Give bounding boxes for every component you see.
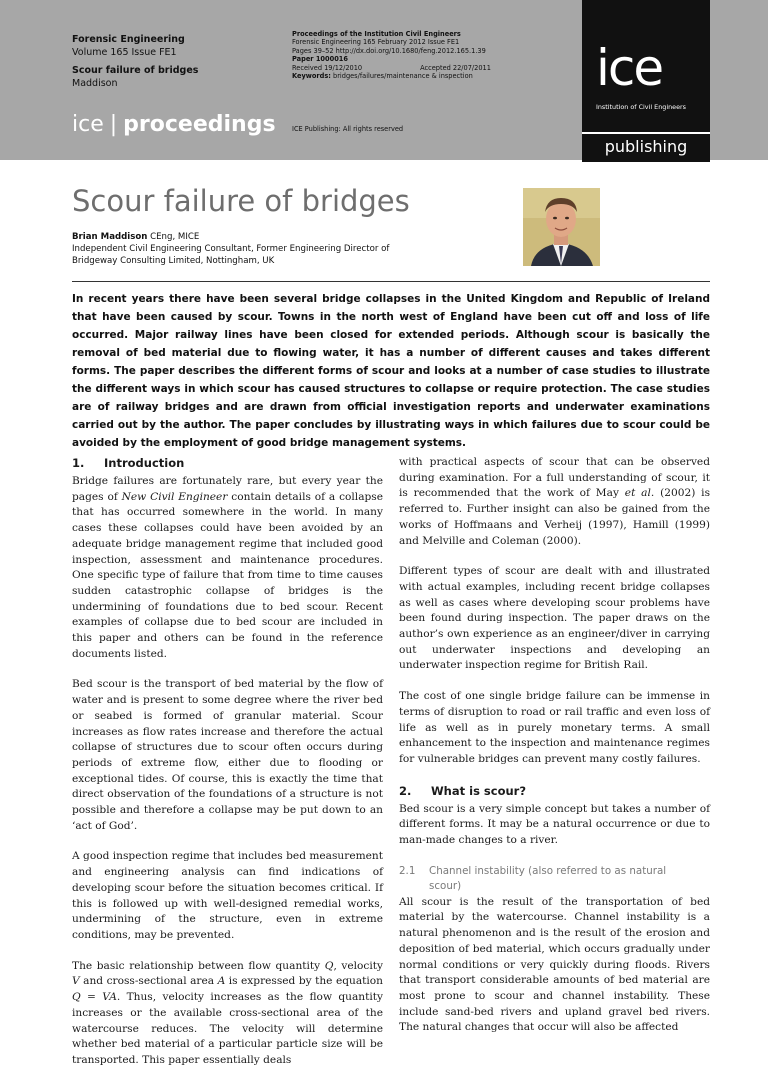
meta-issue: Forensic Engineering 165 February 2012 Issue FE1	[292, 38, 460, 47]
text-run: Bridge failures are fortunately rare, but every year the pages of	[72, 475, 383, 503]
brand-proceedings: proceedings	[123, 112, 276, 137]
paper-title: Scour failure of bridges	[72, 184, 410, 218]
paragraph: Bed scour is the transport of bed material by the flow of water and is present to some degree where the river bed or seabed is formed of granular material. Scour increases as flow rates increase and therefore the actual collapse of structures due to scour often occurs during periods of extreme flow, either due to flooding or exceptional tides. Of course, this is exactly the time that direct observation of the foundations of a structure is not possible and therefore a collapse may be put down to an ‘act of God’.	[72, 678, 383, 832]
running-author: Maddison	[72, 77, 118, 89]
body-column-left	[72, 455, 383, 1084]
text-run: contain details of a collapse that has occurred somewhere in the world. In many cases these collapses could have been avoided by an adequate bridge management regime that included good inspection, assessment and maintenance procedures. One specific type of failure that from time to time causes sudden catastrophic collapse of bridges is the undermining of foundations due to bed scour. Recent examples of collapse due to bed scour are included in this paper and others can be found in the reference documents listed.	[72, 490, 383, 660]
author-portrait-image	[523, 188, 600, 266]
journal-volume: Volume 165 Issue FE1	[72, 46, 177, 58]
keywords-value: bridges/failures/maintenance & inspection	[333, 72, 473, 81]
paragraph: A good inspection regime that includes bed measurement and engineering analysis can find indications of developing scour before the situation becomes critical. If this is followed up with well-designed remedial works, undermining of the structure, even in extreme conditions, may be prevented.	[72, 850, 383, 941]
meta-accepted: Accepted 22/07/2011	[420, 63, 491, 72]
logo-mark: ice	[596, 39, 663, 97]
section-heading-what-is-scour	[399, 783, 710, 799]
paper-metadata	[292, 30, 491, 133]
paragraph	[399, 455, 710, 549]
paragraph: All scour is the result of the transportation of bed material by the watercourse. Channel instability is a natural phenomenon and is the result of the erosion and deposition of bed material, which occurs gradually under normal conditions or very quickly during floods. Rivers that transport considerable amounts of bed material are most prone to scour and channel instability. These include sand-bed rivers and upland gravel bed rivers. The natural changes that occur will also be affected	[399, 895, 710, 1034]
meta-journal: Proceedings of the Institution Civil Engineers	[292, 30, 461, 38]
journal-citation: New Civil Engineer	[121, 490, 228, 503]
section-heading-introduction	[72, 455, 383, 471]
meta-keywords	[292, 72, 491, 80]
author-photo	[523, 188, 600, 266]
text-run: , velocity	[333, 959, 383, 972]
ice-proceedings-brand	[72, 112, 276, 137]
variable: Q	[324, 959, 334, 972]
paragraph: Bed scour is a very simple concept but takes a number of different forms. It may be a natural occurrence or due to man-made changes to a river.	[399, 802, 710, 847]
author-line	[72, 231, 402, 243]
subsection-number: 2.1	[399, 864, 416, 877]
section-title: What is scour?	[431, 783, 527, 798]
subsection-title-cont: scour)	[429, 879, 462, 892]
meta-paper-number: Paper 1000016	[292, 55, 348, 64]
running-title: Scour failure of bridges	[72, 65, 199, 76]
subsection-title: Channel instability (also referred to as natural	[429, 864, 667, 877]
brand-separator: |	[109, 112, 118, 137]
meta-received: Received 19/12/2010	[292, 63, 363, 72]
variable: A	[217, 975, 226, 988]
ice-publishing-logo	[582, 0, 710, 162]
paragraph: Different types of scour are dealt with and illustrated with actual examples, including recent bridge collapses as well as cases where developing scour problems have been found during inspection. The paper draws on the author’s own experience as an engineer/diver in carrying out underwater inspections and developing an underwater inspection regime for British Rail.	[399, 565, 710, 672]
author-block	[72, 231, 402, 267]
author-name: Brian Maddison	[72, 232, 148, 242]
paragraph	[72, 474, 383, 662]
title-divider	[72, 281, 710, 282]
variable: V	[72, 975, 80, 988]
text-run: (2002) is referred to. Further insight can also be gained from the works of Hoffmaans and Verheij (1997), Hamill (1999) and Melville and Coleman (2000).	[399, 487, 711, 547]
citation-etal: et al.	[624, 487, 655, 500]
brand-ice: ice	[72, 112, 104, 137]
author-affiliation: Independent Civil Engineering Consultant, Former Engineering Director of Bridgeway Consulting Limited, Nottingham, UK	[72, 244, 390, 266]
logo-institution: Institution of Civil Engineers	[596, 103, 686, 111]
meta-doi[interactable]: Pages 39–52 http://dx.doi.org/10.1680/feng.2012.165.1.39	[292, 46, 486, 55]
rights-notice: ICE Publishing: All rights reserved	[292, 125, 404, 133]
text-run: is expressed by the equation	[228, 975, 383, 988]
journal-info	[72, 34, 198, 90]
section-number: 1.	[72, 456, 85, 470]
section-title: Introduction	[104, 456, 185, 470]
meta-dates	[292, 64, 491, 72]
keywords-label: Keywords:	[292, 72, 331, 81]
subsection-heading-channel-instability	[399, 864, 710, 894]
text-run: and cross-sectional area	[83, 975, 215, 988]
section-number: 2.	[399, 783, 412, 798]
paragraph: The cost of one single bridge failure can be immense in terms of disruption to road or rail traffic and even loss of life as well as in purely monetary terms. A small enhancement to the inspection and maintenance regimes for vulnerable bridges can prevent many costly failures.	[399, 690, 710, 765]
body-column-right	[399, 455, 710, 1051]
abstract: In recent years there have been several bridge collapses in the United Kingdom and Republic of Ireland that have been caused by scour. Towns in the north west of England have been cut off and loss of life occurred. Major railway lines have been closed for extended periods. Although scour is basically the removal of bed material due to flowing water, it has a number of different causes and takes different forms. The paper describes the different forms of scour and looks at a number of case studies to illustrate the different ways in which scour has caused structures to collapse or require protection. The case studies are of railway bridges and are drawn from official investigation reports and underwater examinations carried out by the author. The paper concludes by illustrating ways in which failures due to scour could be avoided by the employment of good bridge management systems.	[72, 293, 710, 449]
equation: Q = VA	[72, 991, 117, 1004]
author-qualifications: CEng, MICE	[150, 232, 200, 242]
text-run: with practical aspects of scour that can be observed during examination. For a full understanding of scour, it is recommended that the work of May	[399, 456, 710, 500]
text-run: The basic relationship between flow quantity	[72, 959, 321, 972]
text-run: . Thus, velocity increases as the flow quantity increases or the available cross-sectional area of the watercourse reduces. The velocity will determine whether bed material of a particular particle size will be transported. This paper essentially deals	[72, 991, 383, 1066]
logo-publishing: publishing	[582, 132, 710, 160]
paragraph	[72, 959, 383, 1069]
journal-name: Forensic Engineering	[72, 34, 185, 45]
